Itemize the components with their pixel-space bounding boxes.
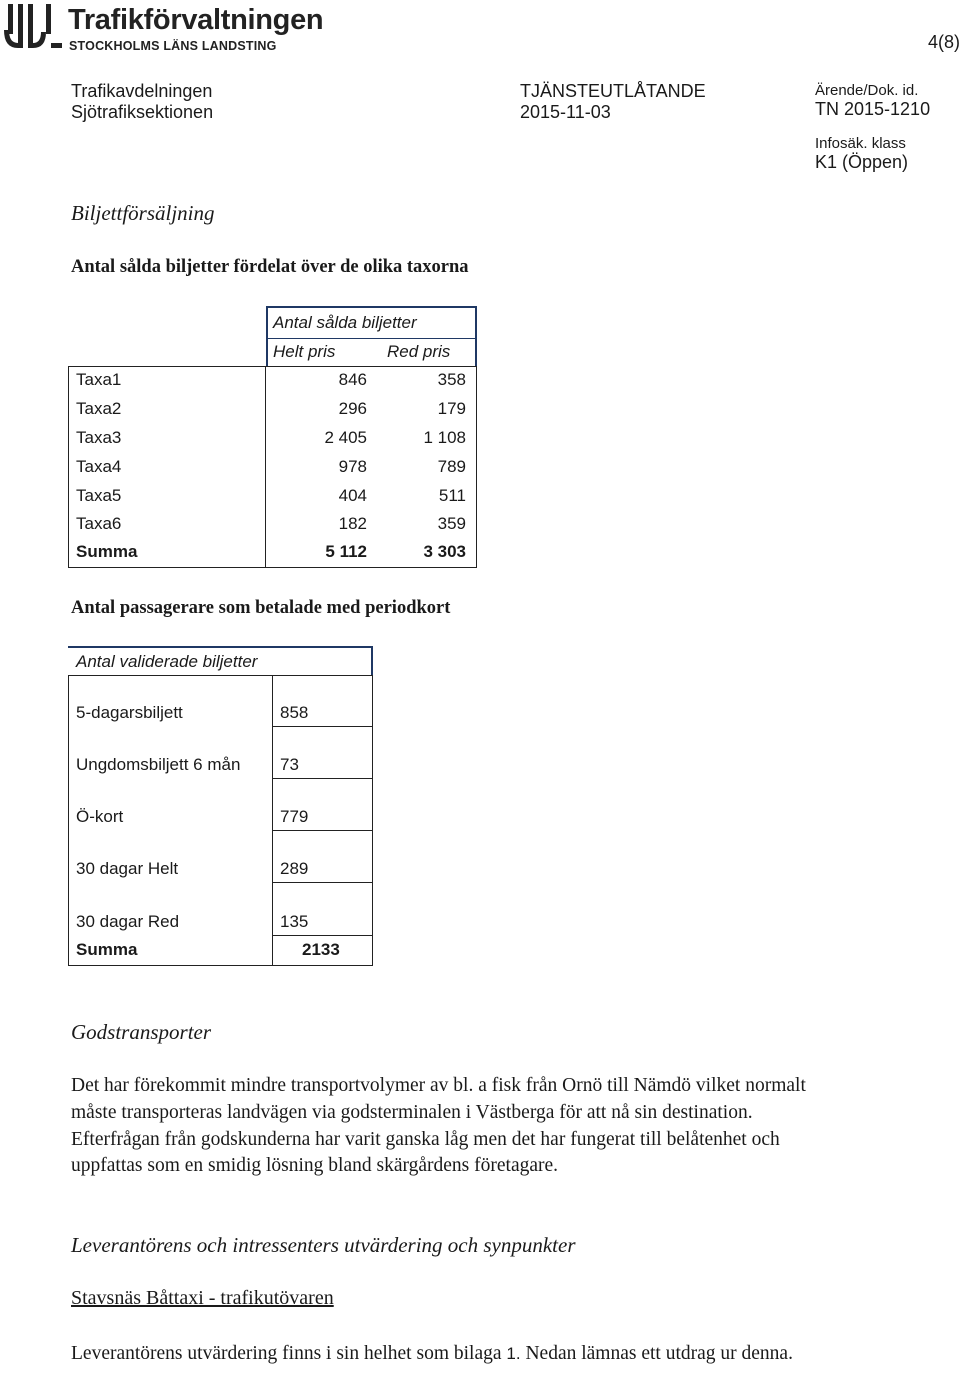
row-full: 846 <box>338 370 367 389</box>
table-row <box>68 366 477 395</box>
table-row <box>68 395 477 424</box>
period-card-heading: Antal passagerare som betalade med periodkort <box>71 598 451 618</box>
row-red: 179 <box>437 399 466 418</box>
column-divider <box>272 675 273 966</box>
row-divider <box>272 830 373 831</box>
table-header-box <box>68 646 373 676</box>
row-divider <box>272 726 373 727</box>
column-header-full: Helt pris <box>273 342 336 361</box>
row-label: 5-dagarsbiljett <box>76 703 183 722</box>
section-name: Sjötrafiksektionen <box>71 102 214 122</box>
column-header-red: Red pris <box>387 342 451 361</box>
row-full: 182 <box>338 514 367 533</box>
row-full: 5 112 <box>325 542 367 561</box>
tickets-sold-table <box>68 306 477 568</box>
department: Trafikavdelningen <box>71 81 213 101</box>
row-red: 359 <box>437 514 466 533</box>
row-value: 73 <box>280 755 299 774</box>
table-row <box>68 453 477 482</box>
row-label: Summa <box>76 940 138 959</box>
row-full: 296 <box>338 399 367 418</box>
case-label: Ärende/Dok. id. <box>815 82 919 99</box>
row-label: 30 dagar Red <box>76 912 180 931</box>
row-label: Taxa5 <box>76 486 122 505</box>
row-divider <box>272 882 373 883</box>
row-red: 789 <box>437 457 466 476</box>
case-id: TN 2015-1210 <box>815 99 931 119</box>
goods-heading: Godstransporter <box>71 1020 212 1044</box>
infosak-label: Infosäk. klass <box>815 135 906 152</box>
infosak-value: K1 (Öppen) <box>815 152 909 172</box>
ticket-sales-heading: Biljettförsäljning <box>71 201 215 225</box>
row-label: 30 dagar Helt <box>76 859 179 878</box>
row-full: 978 <box>338 457 367 476</box>
evaluation-text-cont: Nedan lämnas ett utdrag ur denna. <box>520 1343 793 1364</box>
row-label: Taxa2 <box>76 399 122 418</box>
logo-subtitle: STOCKHOLMS LÄNS LANDSTING <box>69 39 277 53</box>
row-value: 779 <box>280 807 309 826</box>
evaluation-paragraph <box>71 1341 811 1368</box>
row-value: 135 <box>280 912 309 931</box>
operator-heading: Stavsnäs Båttaxi - trafikutövaren <box>71 1287 334 1309</box>
attachment-number: 1. <box>506 1344 521 1363</box>
evaluation-heading: Leverantörens och intressenters utvärdering och synpunkter <box>71 1233 576 1257</box>
row-label: Taxa1 <box>76 370 122 389</box>
table-header: Antal validerade biljetter <box>76 652 258 671</box>
logo-mark-icon <box>2 2 64 52</box>
document-type: TJÄNSTEUTLÅTANDE <box>520 81 706 101</box>
evaluation-text: Leverantörens utvärdering finns i sin helhet som bilaga <box>71 1343 507 1364</box>
row-label: Taxa4 <box>76 457 122 476</box>
row-red: 358 <box>437 370 466 389</box>
group-header: Antal sålda biljetter <box>273 313 417 332</box>
ticket-sales-subheading: Antal sålda biljetter fördelat över de olika taxorna <box>71 257 469 277</box>
row-red: 511 <box>438 486 466 505</box>
document-date: 2015-11-03 <box>520 102 611 122</box>
table-total-row <box>68 538 477 567</box>
table-row <box>68 510 477 539</box>
row-value: 858 <box>280 703 309 722</box>
validated-tickets-table <box>68 646 373 966</box>
table-row <box>68 424 477 453</box>
page-number: 4(8) <box>927 32 960 52</box>
row-label: Taxa6 <box>76 514 122 533</box>
row-red: 1 108 <box>423 428 466 447</box>
row-full: 2 405 <box>324 428 367 447</box>
row-red: 3 303 <box>423 542 466 561</box>
goods-paragraph: Det har förekommit mindre transportvolymer av bl. a fisk från Ornö till Nämdö vilket normalt måste transporteras landvägen via godsterminalen i Västberga för att nå sin destination. Efterfrågan från godskunderna har varit ganska låg men det har fungerat till belåtenhet och uppfattas som en smidig lösning bland skärgårdens företagare. <box>71 1075 806 1177</box>
row-divider <box>272 935 373 936</box>
row-label: Ö-kort <box>76 807 124 826</box>
row-value: 289 <box>280 859 309 878</box>
row-label: Summa <box>76 542 138 561</box>
row-value: 2133 <box>302 940 340 959</box>
row-full: 404 <box>338 486 367 505</box>
organization-logo <box>2 2 332 54</box>
row-label: Taxa3 <box>76 428 122 447</box>
row-label: Ungdomsbiljett 6 mån <box>76 755 241 774</box>
row-divider <box>272 778 373 779</box>
table-row <box>68 482 477 511</box>
logo-name: Trafikförvaltningen <box>68 4 324 36</box>
